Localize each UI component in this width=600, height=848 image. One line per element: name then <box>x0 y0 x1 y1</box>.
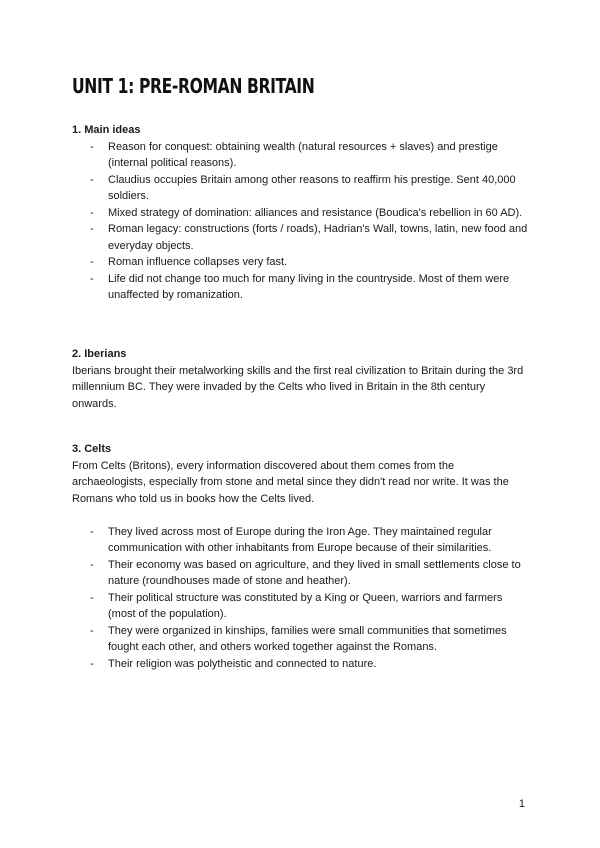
page-title: UNIT 1: PRE-ROMAN BRITAIN <box>72 74 315 98</box>
section-paragraph: Iberians brought their metalworking skills and the first real civilization to Britain during the 3rd millennium BC. They were invaded by the Celts who lived in Britain in the 8th century onwards. <box>72 364 524 410</box>
section-main-ideas <box>72 122 528 304</box>
list-item: - They lived across most of Europe during the Iron Age. They maintained regular communication with other inhabitants from Europe because of their similarities. <box>72 524 528 557</box>
list-item: - Claudius occupies Britain among other reasons to reaffirm his prestige. Sent 40,000 soldiers. <box>72 172 528 205</box>
bullet-list <box>72 139 528 304</box>
section-paragraph: From Celts (Britons), every information discovered about them comes from the archaeologists, especially from stone and metal since they didn't read nor write. It was the Romans who told us in books how the Celts lived. <box>72 459 509 505</box>
list-item: - Their religion was polytheistic and connected to nature. <box>72 656 528 673</box>
page-number: 1 <box>518 798 525 810</box>
list-item: - They were organized in kinships, families were small communities that sometimes fought each other, and others worked together against the Romans. <box>72 623 528 656</box>
list-item: - Roman legacy: constructions (forts / roads), Hadrian's Wall, towns, latin, new food and everyday objects. <box>72 221 528 254</box>
section-iberians <box>72 346 528 412</box>
spacer <box>72 507 528 524</box>
section-heading: 2. Iberians <box>72 348 127 360</box>
bullet-list <box>72 524 528 673</box>
list-item: - Mixed strategy of domination: alliances and resistance (Boudica's rebellion in 60 AD). <box>72 205 528 222</box>
list-item: - Their political structure was constituted by a King or Queen, warriors and farmers (most of the population). <box>72 590 528 623</box>
section-heading: 3. Celts <box>72 443 112 455</box>
list-item: - Reason for conquest: obtaining wealth (natural resources + slaves) and prestige (internal political reasons). <box>72 139 528 172</box>
section-heading: 1. Main ideas <box>72 124 141 136</box>
list-item: - Life did not change too much for many living in the countryside. Most of them were unaffected by romanization. <box>72 271 528 304</box>
section-celts <box>72 441 528 672</box>
list-item: - Roman influence collapses very fast. <box>72 254 528 271</box>
list-item: - Their economy was based on agriculture, and they lived in small settlements close to nature (roundhouses made of stone and heather). <box>72 557 528 590</box>
